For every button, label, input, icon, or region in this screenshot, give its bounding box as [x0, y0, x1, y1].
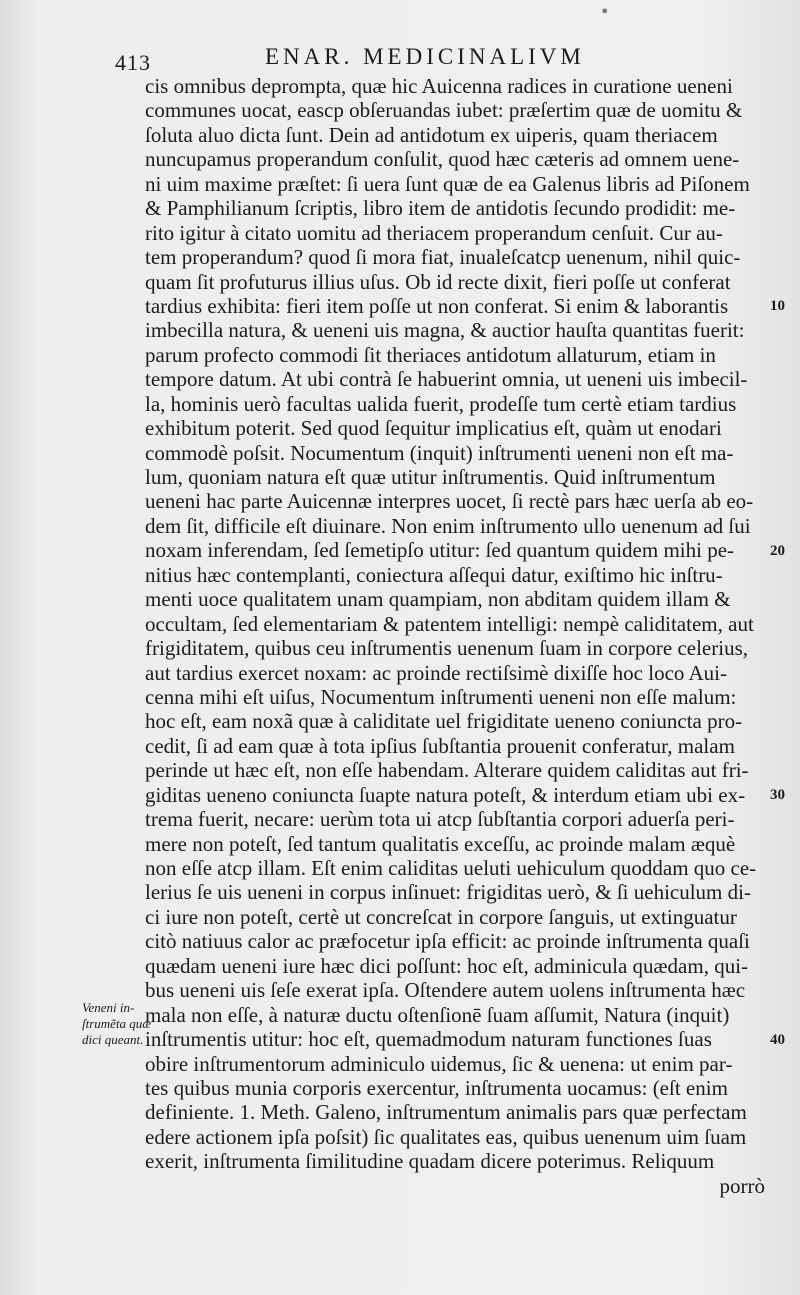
text-line: edere actionem ipſa poſsit) ſic qualitates eas, quibus uenenum uim ſuam [145, 1124, 747, 1149]
text-line: la, hominis uerò facultas ualida fuerit, prodeſſe tum certè etiam tardius [145, 391, 737, 416]
text-line: tardius exhibita: fieri item poſſe ut non conferat. Si enim & laborantis [145, 293, 729, 318]
text-line: exhibitum poterit. Sed quod ſequitur implicatius eſt, quàm ut enodari [145, 416, 722, 441]
text-line: definiente. 1. Meth. Galeno, inſtrumentum animalis pars quæ perfectam [145, 1100, 747, 1125]
body-text [145, 74, 765, 1198]
marginal-note-line: ſtrumẽta quæ [82, 1016, 151, 1031]
text-line: inſtrumentis utitur: hoc eſt, quemadmodum naturam functiones ſuas [145, 1027, 712, 1052]
text-line: cedit, ſi ad eam quæ à tota ipſius ſubſtantia prouenit conferatur, malam [145, 733, 735, 758]
text-line: ueneni hac parte Auicennæ interpres uocet, ſi rectè pars hæc uerſa ab eo- [145, 489, 754, 514]
text-line: ci iure non poteſt, certè ut concreſcat in corpore ſanguis, ut extinguatur [145, 904, 737, 929]
text-line: communes uocat, eascp obſeruandas iubet: præſertim quæ de uomitu & [145, 98, 743, 123]
text-line: aut tardius exercet noxam: ac proinde rectiſsimè dixiſſe hoc loco Aui- [145, 660, 727, 685]
text-line: frigiditatem, quibus ceu inſtrumentis uenenum ſuam in corpore celerius, [145, 636, 749, 661]
text-line: hoc eſt, eam noxã quæ à caliditate uel frigiditate ueneno coniuncta pro- [145, 709, 743, 734]
text-line: occultam, ſed elementariam & patentem intelligi: nempè caliditatem, aut [145, 611, 754, 636]
marginal-note-line: dici queant. [82, 1032, 144, 1047]
marginal-note-line: Veneni in- [82, 1000, 135, 1015]
text-line: ni uim maxime præſtet: ſi uera ſunt quæ de ea Galenus libris ad Piſonem [145, 171, 750, 196]
text-line: quam ſit profuturus illius uſus. Ob id recte dixit, fieri poſſe ut conferat [145, 269, 731, 294]
text-line: tempore datum. At ubi contrà ſe habuerint omnia, ut ueneni uis imbecil- [145, 367, 748, 392]
text-line: ſoluta aluo dicta ſunt. Dein ad antidotum ex uiperis, quam theriacem [145, 122, 718, 147]
text-line: citò natiuus calor ac præfocetur ipſa efficit: ac proinde inſtrumenta quaſi [145, 929, 750, 954]
text-line: exerit, inſtrumenta ſimilitudine quadam dicere poterimus. Reliquum [145, 1149, 715, 1174]
page-number: 413 [115, 50, 151, 75]
text-line: obire inſtrumentorum adminiculo uidemus, ſic & uenena: ut enim par- [145, 1051, 733, 1076]
text-line: mere non poteſt, ſed tantum qualitatis exceſſu, ac proinde malam æquè [145, 831, 736, 856]
text-line: lum, quoniam natura eſt quæ utitur inſtrumentis. Quid inſtrumentum [145, 465, 716, 489]
text-line: & Pamphilianum ſcriptis, libro item de antidotis ſecundo prodidit: me- [145, 196, 736, 221]
line-number: 40 [770, 1031, 785, 1048]
marginal-note [82, 1000, 151, 1048]
text-line: trema fuerit, necare: uerùm tota ui atcp ſubſtantia corpori aduerſa peri- [145, 807, 735, 832]
text-line: imbecilla natura, & ueneni uis magna, & auctior hauſta quantitas fuerit: [145, 318, 745, 343]
text-line: tes quibus munia corporis exercentur, inſtrumenta uocamus: (eſt enim [145, 1075, 728, 1100]
running-head: ENAR. MEDICINALIVM [265, 44, 585, 69]
text-line: cenna mihi eſt uiſus, Nocumentum inſtrumenti ueneni non eſſe malum: [145, 684, 737, 709]
text-line: dem ſit, difficile eſt diuinare. Non enim inſtrumento ullo uenenum ad ſui [145, 513, 751, 538]
page-header [115, 44, 675, 78]
text-line: rito igitur à citato uomitu ad theriacem properandum cenſuit. Cur au- [145, 220, 723, 245]
text-line: bus ueneni uis ſeſe exerat ipſa. Oſtendere autem uolens inſtrumenta hæc [145, 978, 746, 1003]
line-number: 10 [770, 298, 785, 315]
text-line: perinde ut hæc eſt, non eſſe habendam. Alterare quidem caliditas aut fri- [145, 758, 749, 783]
text-line: menti uoce qualitatem unam quampiam, non abditam quidem illam & [145, 587, 731, 612]
text-line: porrò [719, 1173, 765, 1198]
text-line: quædam ueneni iure hæc dici poſſunt: hoc eſt, adminicula quædam, qui- [145, 953, 749, 978]
text-line: parum profecto commodi ſit theriaces antidotum allaturum, etiam in [145, 342, 716, 367]
text-line: mala non eſſe, à naturæ ductu oſtenſionē ſuam aſſumit, Natura (inquit) [145, 1002, 730, 1027]
text-line: giditas ueneno coniuncta ſuapte natura poteſt, & interdum etiam ubi ex- [145, 782, 746, 807]
text-line: nuncupamus properandum conſulit, quod hæc cæteris ad omnem uene- [145, 147, 740, 172]
text-line: lerius ſe uis ueneni in corpus inſinuet: frigiditas uerò, & ſi uehiculum di- [145, 880, 751, 905]
text-line: nitius hæc contemplanti, coniectura aſſequi datur, exiſtimo hic inſtru- [145, 562, 723, 587]
text-line: cis omnibus deprompta, quæ hic Auicenna radices in curatione ueneni [145, 74, 733, 98]
line-number: 20 [770, 542, 785, 559]
text-line: tem properandum? quod ſi mora fiat, inualeſcatcp uenenum, nihil quic- [145, 245, 741, 270]
text-line: noxam inferendam, ſed ſemetipſo utitur: ſed quantum quidem mihi pe- [145, 538, 735, 563]
line-number: 30 [770, 787, 785, 804]
ink-speck: • [600, 2, 610, 21]
text-line: commodè poſsit. Nocumentum (inquit) inſtrumenti ueneni non eſt ma- [145, 440, 734, 465]
text-line: non eſſe atcp illam. Eſt enim caliditas ueluti uehiculum quoddam quo ce- [145, 856, 757, 880]
